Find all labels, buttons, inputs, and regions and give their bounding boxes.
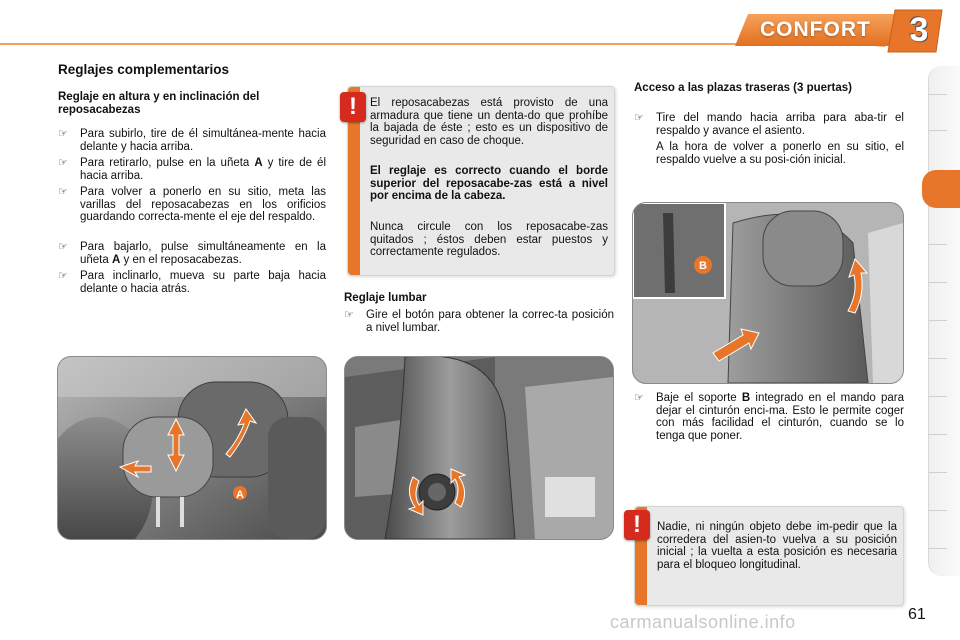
warning-box-headrest: El reposacabezas está provisto de una armadura que tiene un denta-do que prohíbe la bajada de éste ; esto es un dispositivo de seguridad en caso de choque. El reglaje es correcto cuando el borde superior del reposacabe-zas está a nivel por encima de la cabeza. Nunca circule con los reposacabe-zas quitados ; éstos deben estar puestos y correctamente regulados. bbox=[347, 86, 615, 276]
bullet-icon: ☞ bbox=[344, 309, 354, 321]
list-item: ☞ Para retirarlo, pulse en la uñeta A y tire de él hacia arriba. bbox=[58, 157, 327, 182]
chapter-number: 3 bbox=[909, 11, 929, 49]
page-title: CONFORT bbox=[760, 18, 871, 41]
photo-label-a: A bbox=[236, 489, 244, 501]
list-item: ☞ Para volver a ponerlo en su sitio, meta las varillas del reposacabezas en los orificios guardando correcta-mente el eje del respaldo. bbox=[58, 186, 326, 223]
page-number: 61 bbox=[908, 606, 926, 623]
list-item: ☞ Baje el soporte B integrado en el mando para dejar el cinturón enci-ma. Esto le permite coger con más facilidad el cinturón, cuando se lo tenga que poner. bbox=[634, 392, 904, 442]
warning-icon: ! bbox=[340, 92, 366, 122]
seat-belt-photo bbox=[632, 202, 904, 384]
subsection-title-headrest: Reglaje en altura y en inclinación del reposacabezas bbox=[58, 91, 260, 116]
warning-box-seat-slide: Nadie, ni ningún objeto debe im-pedir que la corredera del asien-to vuelva a su posición inicial ; la vuelta a esta posición es necesaria para el bloqueo longitudinal. bbox=[634, 506, 904, 606]
warning-icon: ! bbox=[624, 510, 650, 540]
bullet-icon: ☞ bbox=[58, 270, 68, 282]
bullet-icon: ☞ bbox=[58, 186, 68, 198]
list-item: ☞ Para subirlo, tire de él simultánea-mente hacia delante y hacia arriba. bbox=[58, 128, 326, 153]
list-item: ☞ Tire del mando hacia arriba para aba-tir el respaldo y avance el asiento. bbox=[634, 112, 904, 137]
lumbar-photo bbox=[344, 356, 614, 540]
list-item: ☞ Gire el botón para obtener la correc-ta posición a nivel lumbar. bbox=[344, 309, 614, 334]
watermark: carmanualsonline.info bbox=[610, 612, 796, 632]
rear-access-paragraph: A la hora de volver a ponerlo en su sitio, el respaldo vuelve a su posi-ción inicial. bbox=[656, 141, 904, 166]
subsection-title-rear-access: Acceso a las plazas traseras (3 puertas) bbox=[634, 82, 852, 94]
bullet-icon: ☞ bbox=[634, 112, 644, 124]
bullet-icon: ☞ bbox=[634, 392, 644, 404]
chapter-tab-active[interactable] bbox=[922, 170, 960, 208]
subsection-title-lumbar: Reglaje lumbar bbox=[344, 292, 427, 304]
list-item: ☞ Para inclinarlo, mueva su parte baja hacia delante o hacia atrás. bbox=[58, 270, 326, 295]
headrest-photo bbox=[57, 356, 327, 540]
bullet-icon: ☞ bbox=[58, 128, 68, 140]
list-item: ☞ Para bajarlo, pulse simultáneamente en la uñeta A y en el reposacabezas. bbox=[58, 241, 326, 266]
photo-label-b: B bbox=[699, 260, 707, 272]
bullet-icon: ☞ bbox=[58, 241, 68, 253]
chapter-tab-strip bbox=[928, 66, 960, 576]
bullet-icon: ☞ bbox=[58, 157, 68, 169]
section-title: Reglajes complementarios bbox=[58, 62, 230, 77]
